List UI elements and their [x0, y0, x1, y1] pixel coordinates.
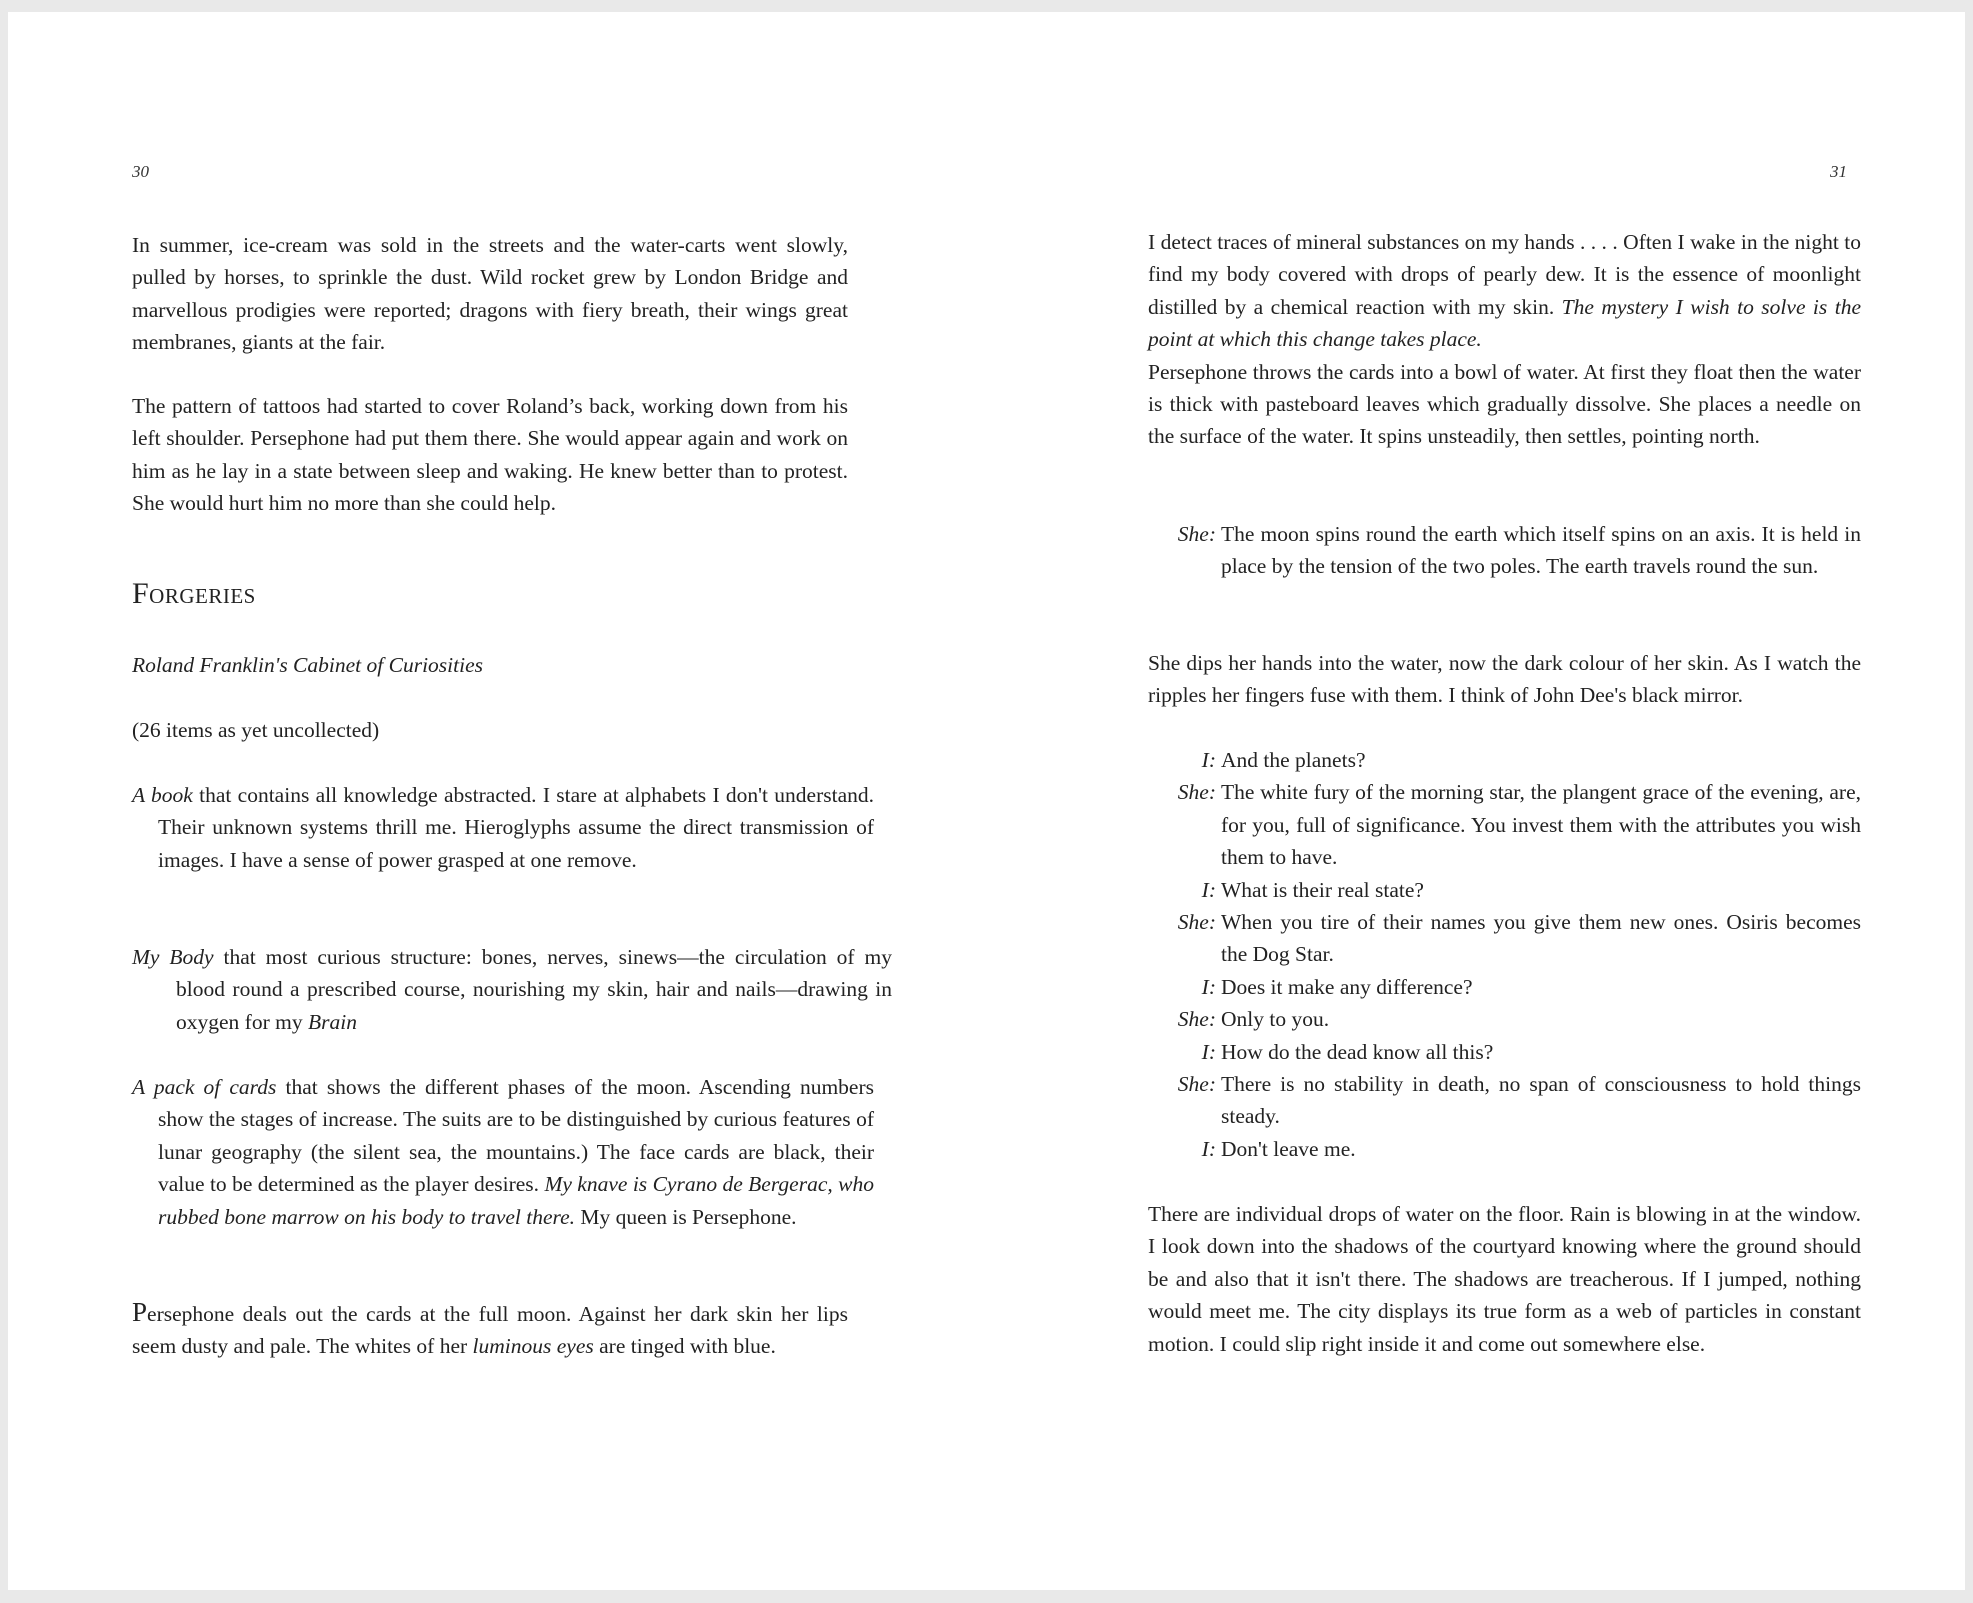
dialogue-line [1148, 1036, 1861, 1068]
book-spread [8, 12, 1965, 1590]
item-text: that shows the different phases of the moon. Ascending numbers show the stages of increase. The suits are to be distinguished by curious features of lunar geography (the silent sea, the mountains.) The face cards are black, their value to be determined as the player desires. [158, 1075, 874, 1197]
dialogue-line [1148, 744, 1861, 776]
text: are tinged with blue. [593, 1334, 776, 1359]
text: I detect traces of mineral substances on my hands . . . . Often I wake in the night to find my body covered with drops of pearly dew. It is the essence of moonlight distilled by a chemical reaction with my skin. [1148, 230, 1861, 319]
dialogue-block [1148, 744, 1861, 1165]
item-term: My Body [132, 945, 214, 969]
dialogue-line [1148, 971, 1861, 1003]
speaker: She: [1177, 1007, 1216, 1032]
paragraph-group [1148, 226, 1861, 453]
paragraph: She dips her hands into the water, now the dark colour of her skin. As I watch the ripples her fingers fuse with them. I think of John Dee's black mirror. [1148, 651, 1861, 708]
speech: When you tire of their names you give them new ones. Osiris becomes the Dog Star. [1221, 910, 1861, 967]
speech: What is their real state? [1221, 877, 1424, 902]
speech: Don't leave me. [1221, 1136, 1356, 1161]
dialogue-line [1148, 518, 1861, 583]
speech: The moon spins round the earth which itself spins on an axis. It is held in place by the tension of the two poles. The earth travels round the sun. [1221, 522, 1861, 579]
speaker: I: [1201, 1136, 1216, 1161]
paragraph: There are individual drops of water on the floor. Rain is blowing in at the window. I look down into the shadows of the courtyard knowing where the ground should be and also that it isn't there. The shadows are treacherous. If I jumped, nothing would meet me. The city displays its true form as a web of particles in constant motion. I could slip right inside it and come out somewhere else. [1148, 1202, 1861, 1356]
subtitle-text: Roland Franklin's Cabinet of Curiosities [132, 653, 483, 677]
text: ersephone deals out the cards at the full moon. Against her dark skin her lips seem dusty and pale. The whites of her [132, 1302, 848, 1359]
dialogue-line [1148, 874, 1861, 906]
speaker: I: [1201, 1039, 1216, 1064]
speaker: She: [1177, 780, 1216, 805]
item-term: A book [132, 783, 193, 807]
page-number-left: 30 [132, 162, 149, 181]
dialogue-line [1148, 776, 1861, 873]
item-italic: My knave is Cyrano de Bergerac, who rubbed bone marrow on his body to travel there. [158, 1172, 874, 1229]
curiosity-item-cards [132, 1071, 874, 1233]
speech: There is no stability in death, no span of consciousness to hold things steady. [1221, 1072, 1861, 1129]
paragraph: In summer, ice-cream was sold in the streets and the water-carts went slowly, pulled by horses, to sprinkle the dust. Wild rocket grew by London Bridge and marvellous prodigies were reported; dragons with fiery breath, their wings great membranes, giants at the fair. [132, 233, 848, 355]
count-note: (26 items as yet uncollected) [132, 718, 380, 742]
paragraph-last [132, 1296, 848, 1363]
speaker: I: [1201, 748, 1216, 772]
curiosity-item-book [132, 779, 874, 876]
speech: And the planets? [1221, 748, 1366, 772]
dialogue-line [1148, 1003, 1861, 1035]
speaker: I: [1201, 974, 1216, 999]
initial-letter: P [132, 1297, 148, 1327]
paragraph [1148, 226, 1861, 356]
item-term: A pack of cards [132, 1075, 277, 1099]
paragraph: The pattern of tattoos had started to cover Roland’s back, working down from his left shoulder. Persephone had put them there. She would appear again and work on him as he lay in a state between sleep and waking. He knew better than to protest. She would hurt him no more than she could help. [132, 394, 848, 516]
speaker: I: [1201, 877, 1216, 902]
subtitle [132, 649, 848, 681]
speaker: She: [1177, 522, 1216, 546]
item-text: that most curious structure: bones, nerves, sinews—the circulation of my blood round a prescribed course, nourishing my skin, hair and nails—drawing in oxygen for my [176, 945, 892, 1034]
speaker: She: [1177, 910, 1216, 935]
speech: The white fury of the morning star, the plangent grace of the evening, are, for you, full of significance. You invest them with the attributes you wish them to have. [1221, 780, 1861, 870]
dialogue-line [1148, 1133, 1861, 1165]
speech: Only to you. [1221, 1007, 1330, 1032]
curiosity-item-body [132, 941, 892, 1038]
item-italic-end: Brain [307, 1009, 357, 1034]
item-text: that contains all knowledge abstracted. I stare at alphabets I don't understand. Their unknown systems thrill me. Hieroglyphs assume the direct transmission of images. I have a sense of power grasped at one remove. [158, 783, 875, 872]
dialogue-line [1148, 906, 1861, 971]
dialogue-line [1148, 1068, 1861, 1133]
dialogue-block [1148, 518, 1861, 583]
section-heading: Forgeries [132, 577, 256, 610]
speech: Does it make any difference? [1221, 974, 1473, 999]
paragraph: Persephone throws the cards into a bowl of water. At first they float then the water is thick with pasteboard leaves which gradually dissolve. She places a needle on the surface of the water. It spins unsteadily, then settles, pointing north. [1148, 359, 1861, 449]
italic-text: luminous eyes [472, 1334, 594, 1359]
speaker: She: [1177, 1072, 1216, 1097]
italic-text: The mystery I wish to solve is the point at which this change takes place. [1148, 294, 1861, 352]
speech: How do the dead know all this? [1221, 1039, 1494, 1064]
item-end: My queen is Persephone. [575, 1204, 797, 1229]
page-number-right: 31 [1830, 162, 1847, 181]
